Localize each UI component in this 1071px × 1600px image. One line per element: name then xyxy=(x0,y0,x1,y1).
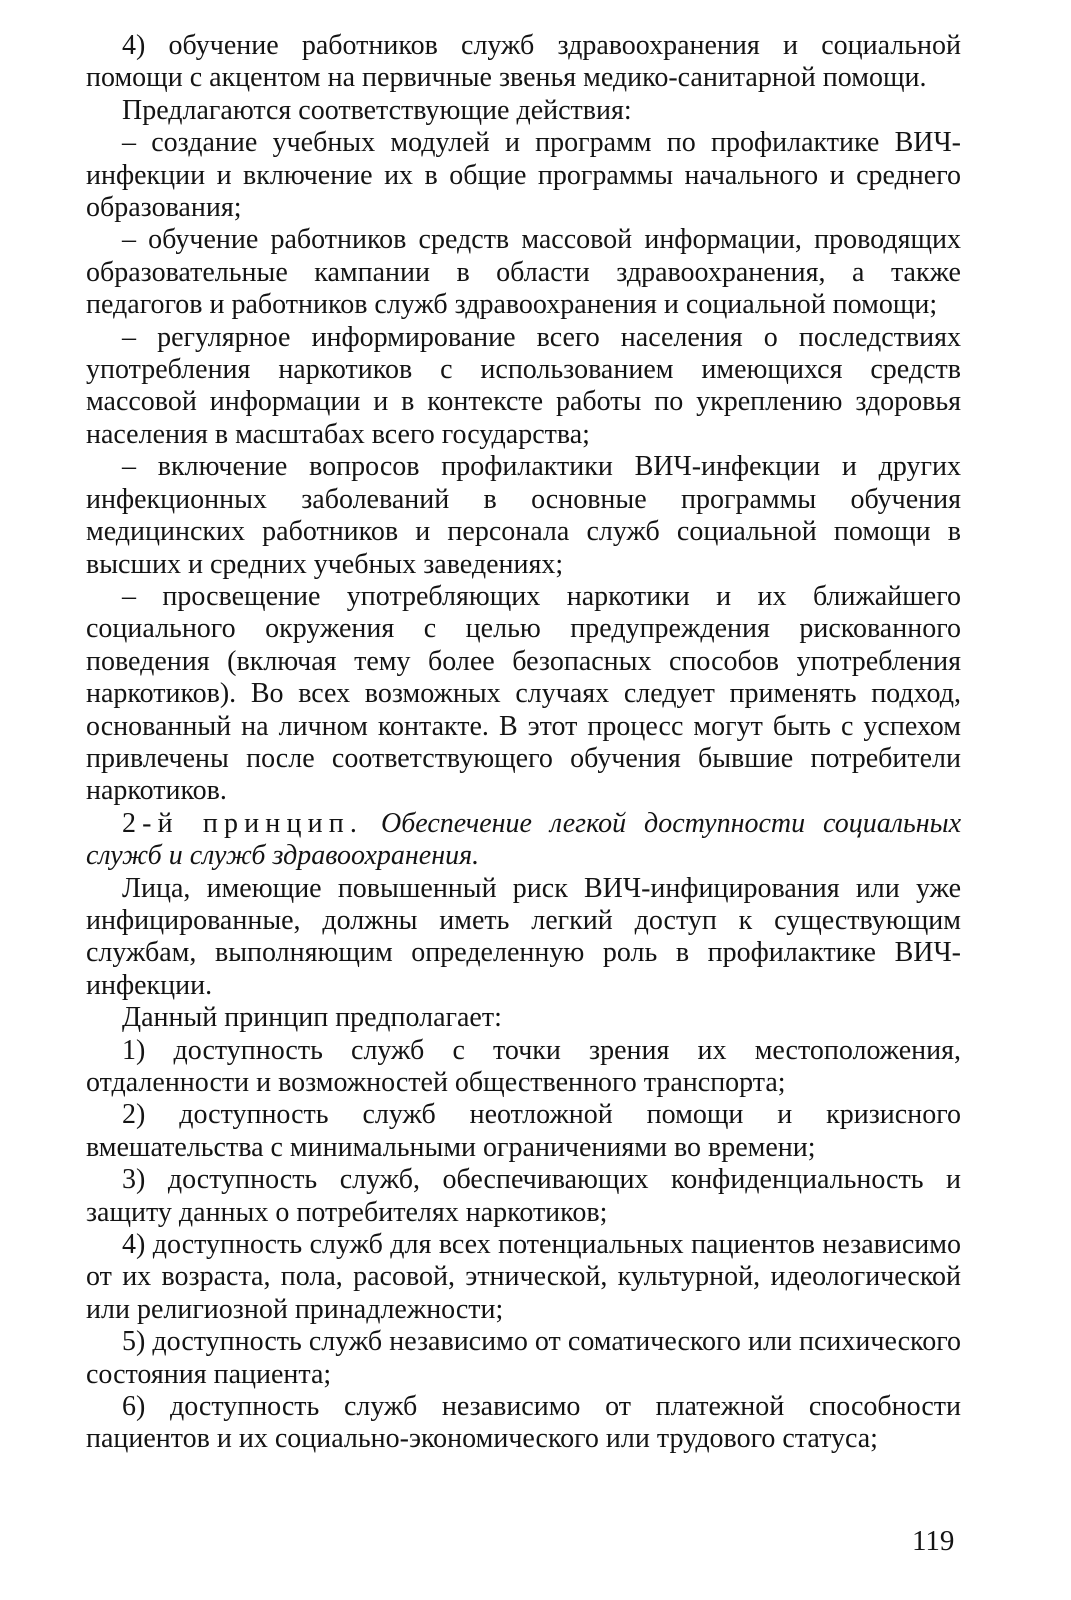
list-item-6-payment: 6) доступность служб независимо от платежной способности пациентов и их социально-экономического или трудового статуса; xyxy=(86,1391,961,1455)
page-number: 119 xyxy=(912,1525,955,1557)
list-item-1-location: 1) доступность служб с точки зрения их местоположения, отдаленности и возможностей общественного транспорта; xyxy=(86,1034,961,1098)
page-body xyxy=(86,30,961,1456)
paragraph-bullet-media-training: – обучение работников средств массовой информации, проводящих образовательные кампании в области здравоохранения, а также педагогов и работников служб здравоохранения и социальной помощи; xyxy=(86,224,961,321)
list-item-4-all-patients: 4) доступность служб для всех потенциальных пациентов независимо от их возраста, пола, расовой, этнической, культурной, идеологической или религиозной принадлежности; xyxy=(86,1229,961,1325)
list-item-2-emergency: 2) доступность служб неотложной помощи и кризисного вмешательства с минимальными ограничениями во времени; xyxy=(86,1099,961,1163)
paragraph-bullet-curricula: – включение вопросов профилактики ВИЧ-инфекции и других инфекционных заболеваний в основные программы обучения медицинских работников и персонала служб социальной помощи в высших и средних учебных заведениях; xyxy=(86,451,961,580)
paragraph-actions-intro: Предлагаются соответствующие действия: xyxy=(122,94,632,126)
paragraph-bullet-education: – просвещение употребляющих наркотики и их ближайшего социального окружения с целью предупреждения рискованного поведения (включая тему более безопасных способов употребления наркотиков). Во всех возможных случаях следует применять подход, основанный на личном контакте. В этот процесс могут быть с успехом привлечены после соответствующего обучения бывшие потребители наркотиков. xyxy=(86,580,961,807)
list-item-3-confidentiality: 3) доступность служб, обеспечивающих конфиденциальность и защиту данных о потребителях наркотиков; xyxy=(86,1164,961,1228)
paragraph-risk-persons: Лица, имеющие повышенный риск ВИЧ-инфицирования или уже инфицированные, должны иметь легкий доступ к существующим службам, выполняющим определенную роль в профилактике ВИЧ-инфекции. xyxy=(86,872,961,1001)
paragraph-item-4-training: 4) обучение работников служб здравоохранения и социальной помощи с акцентом на первичные звенья медико-санитарной помощи. xyxy=(86,30,961,94)
paragraph-bullet-modules: – создание учебных модулей и программ по профилактике ВИЧ-инфекции и включение их в общие программы начального и среднего образования; xyxy=(86,127,961,224)
principle-label: 2-й принцип. xyxy=(122,807,364,839)
principle-title: Обеспечение легкой доступности социальных служб и служб здравоохранения. xyxy=(86,807,962,872)
principle-heading xyxy=(86,808,961,873)
paragraph-principle-intro: Данный принцип предполагает: xyxy=(122,1002,502,1034)
paragraph-bullet-informing: – регулярное информирование всего населения о последствиях употребления наркотиков с использованием имеющихся средств массовой информации и в контексте работы по укреплению здоровья населения в масштабах всего государства; xyxy=(86,321,961,450)
list-item-5-condition: 5) доступность служб независимо от соматического или психического состояния пациента; xyxy=(86,1326,961,1390)
